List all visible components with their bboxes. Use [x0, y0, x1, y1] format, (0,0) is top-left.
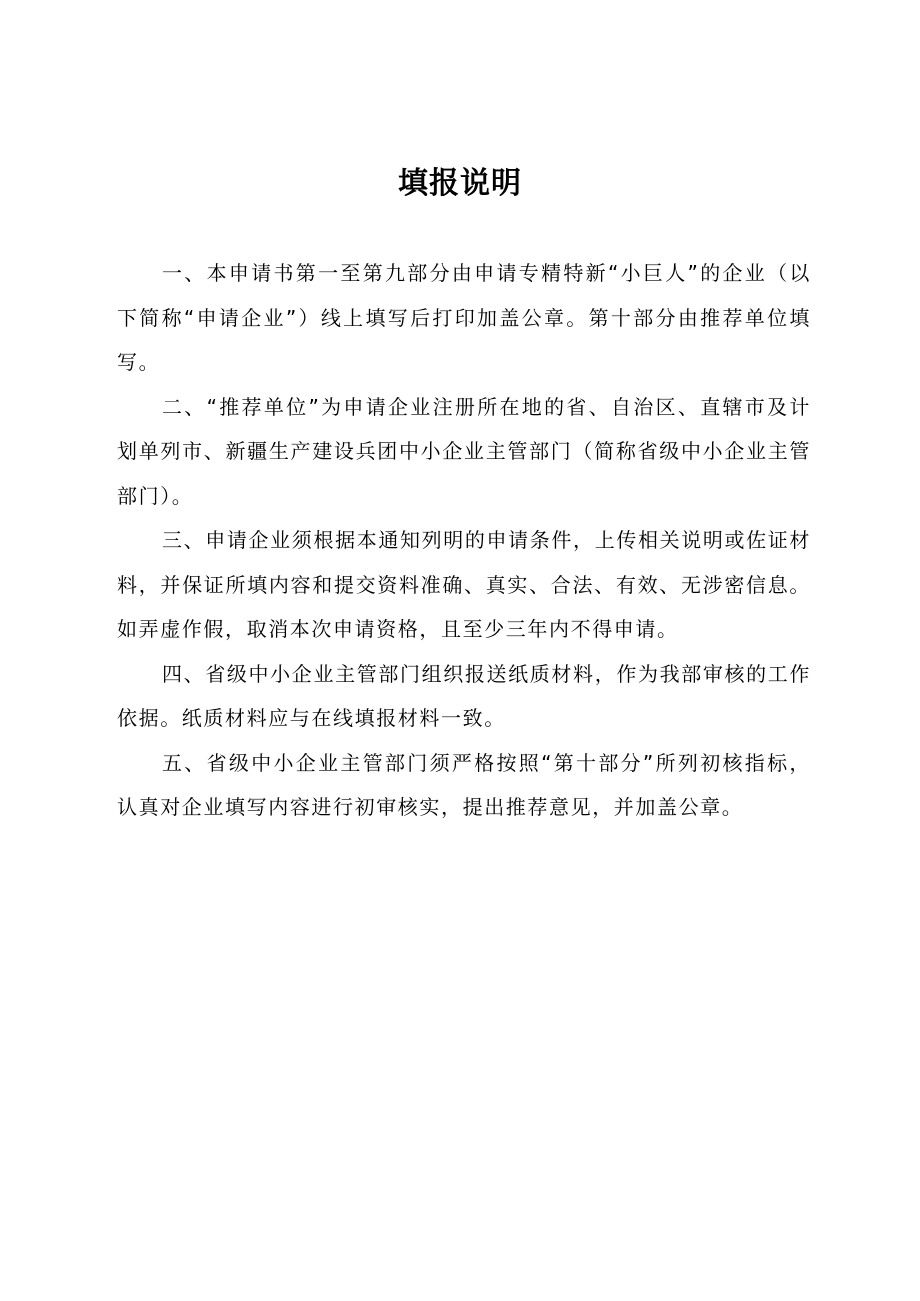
instructions-body	[117, 251, 811, 830]
instruction-paragraph-2: 二、“推荐单位”为申请企业注册所在地的省、自治区、直辖市及计划单列市、新疆生产建设兵团中小企业主管部门（简称省级中小企业主管部门）。	[117, 394, 811, 508]
instruction-paragraph-1: 一、本申请书第一至第九部分由申请专精特新“小巨人”的企业（以下简称“申请企业”）线上填写后打印加盖公章。第十部分由推荐单位填写。	[117, 261, 811, 374]
instruction-paragraph-5: 五、省级中小企业主管部门须严格按照“第十部分”所列初核指标，认真对企业填写内容进行初审核实，提出推荐意见，并加盖公章。	[117, 750, 811, 819]
instruction-paragraph-4: 四、省级中小企业主管部门组织报送纸质材料，作为我部审核的工作依据。纸质材料应与在线填报材料一致。	[117, 661, 811, 730]
page-title: 填报说明	[398, 166, 522, 201]
instruction-paragraph-3: 三、申请企业须根据本通知列明的申请条件，上传相关说明或佐证材料，并保证所填内容和提交资料准确、真实、合法、有效、无涉密信息。如弄虚作假，取消本次申请资格，且至少三年内不得申请。	[117, 528, 811, 641]
